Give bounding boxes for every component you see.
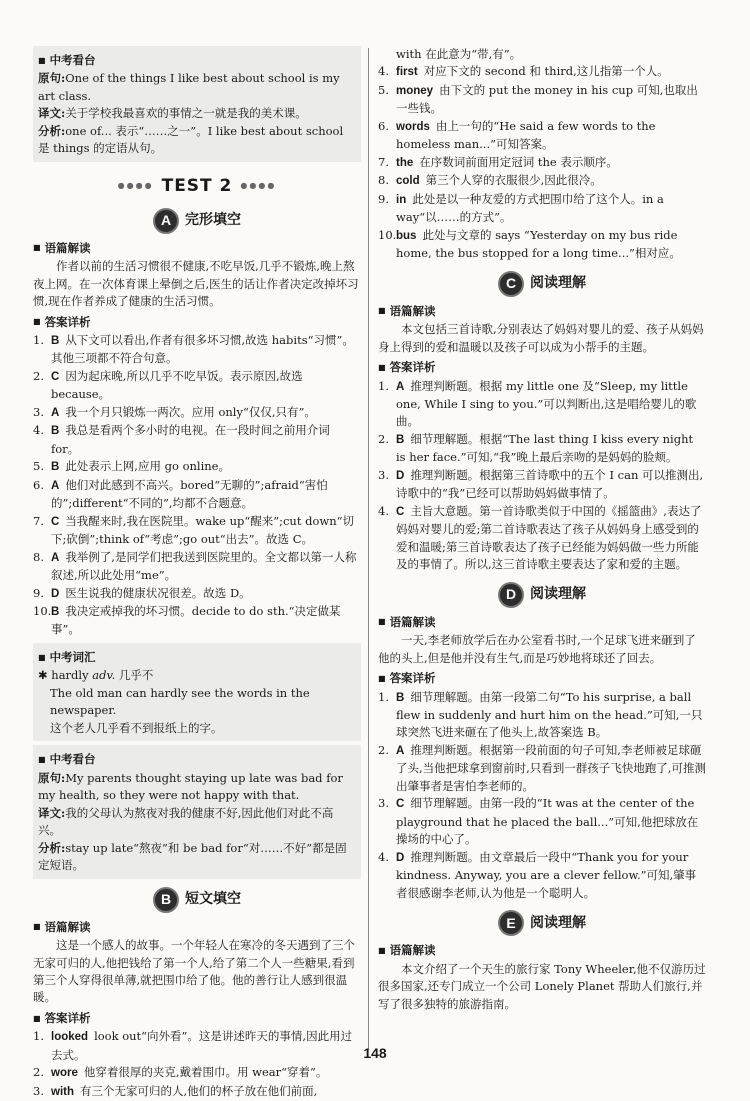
answer-explanation: 他们对此感到不高兴。bored“无聊的”;afraid“害怕的”;different“不同的”,均都不合题意。 <box>51 477 328 511</box>
item-number: 8. <box>33 549 44 564</box>
answer-explanation: 此处是以一种友爱的方式把围巾给了这个人。in a way“以……的方式”。 <box>396 191 664 225</box>
answer-key: wore <box>51 1067 78 1080</box>
answer-key: with <box>51 1085 74 1098</box>
answer-item <box>378 467 706 503</box>
answer-key: words <box>396 120 430 133</box>
test-title-text: TEST 2 <box>161 175 233 196</box>
square-bullet-icon: ■ <box>378 617 386 627</box>
tag-answers-c <box>378 359 706 376</box>
answer-key: C <box>396 798 405 811</box>
answer-key: first <box>396 66 418 79</box>
answer-key: B <box>51 606 60 619</box>
tag-yupian-e <box>378 942 706 959</box>
analysis <box>38 123 355 158</box>
right-column <box>378 46 706 1013</box>
vocab-word: hardly <box>51 668 89 683</box>
item-number: 4. <box>378 64 389 79</box>
answer-item <box>378 154 706 172</box>
item-number: 3. <box>33 1083 44 1098</box>
answer-key: B <box>51 461 60 474</box>
section-e-summary: 本文介绍了一个天生的旅行家 Tony Wheeler,他不仅游历过很多国家,还专门成立一个公司 Lonely Planet 帮助人们旅行,并写了很多独特的旅游指南。 <box>378 961 706 1011</box>
tag-yupian-b <box>33 919 361 936</box>
tag-label: 语篇解读 <box>389 614 436 629</box>
zhongkao-cihui-box <box>33 643 361 741</box>
zhongkao-kantai-box <box>33 46 361 162</box>
answer-explanation: 有三个无家可归的人,他们的杯子放在他们前面, <box>80 1083 318 1098</box>
square-bullet-icon: ■ <box>378 673 386 683</box>
square-bullet-icon: ■ <box>33 317 41 327</box>
answer-item <box>378 742 706 795</box>
answer-explanation: 推理判断题。根据第三首诗歌中的五个 I can 可以推测出,诗歌中的“我”已经可以帮助妈妈做事情了。 <box>396 467 704 501</box>
answer-item <box>378 82 706 118</box>
tag-yupian-d <box>378 614 706 631</box>
original-sentence <box>38 70 355 105</box>
answer-explanation: 由上一句的“He said a few words to the homeless man...”可知答案。 <box>396 118 656 152</box>
original-sentence <box>38 770 355 805</box>
original-label: 原句: <box>38 71 66 86</box>
answer-item <box>378 431 706 467</box>
translation-label: 译文: <box>38 106 66 121</box>
item-number: 4. <box>378 503 389 518</box>
section-c-title: 阅读理解 <box>530 274 586 291</box>
answer-key: A <box>396 380 405 393</box>
section-a-header <box>33 208 361 234</box>
test-title <box>33 174 361 200</box>
square-bullet-icon: ■ <box>33 922 41 932</box>
analysis-text: one of... 表示“……之一”。I like best about school 是 things 的定语从句。 <box>38 123 344 156</box>
tag-zhongkao-cihui <box>38 649 355 666</box>
answer-explanation: 此处与文章的 says “Yesterday on my bus ride home, the bus stopped for a long time...”相对应。 <box>396 227 681 261</box>
item-number: 7. <box>33 513 44 528</box>
section-a-summary: 作者以前的生活习惯很不健康,不吃早饭,几乎不锻炼,晚上熬夜上网。在一次体育课上晕倒之后,医生的话让作者决定改掉坏习惯,现在作者养成了健康的生活习惯。 <box>33 259 359 309</box>
answer-key: looked <box>51 1031 89 1044</box>
answer-explanation: look out“向外看”。这是讲述昨天的事情,因此用过去式。 <box>51 1029 353 1062</box>
item-number: 9. <box>378 191 389 206</box>
answer-item <box>33 603 361 639</box>
answer-item <box>378 172 706 190</box>
square-bullet-icon: ■ <box>378 945 386 955</box>
section-b-header <box>33 887 361 913</box>
answer-explanation: 当我醒来时,我在医院里。wake up“醒来”;cut down“切下;砍倒”;think of“考虑”;go out“出去”。故选 C。 <box>51 513 355 547</box>
tag-answers-b <box>33 1010 361 1027</box>
answer-key: cold <box>396 175 420 188</box>
section-c-badge: C <box>498 271 524 297</box>
section-b-badge: B <box>153 887 179 913</box>
answer-key: C <box>51 515 60 528</box>
answer-key: A <box>396 744 405 757</box>
section-b-summary: 这是一个感人的故事。一个年轻人在寒冷的冬天遇到了三个无家可归的人,他把钱给了第一个人,给了第二个人一些糖果,看到第三个人穿得很单薄,就把围巾给了他。他的善行让人感到很温暖。 <box>33 938 355 1005</box>
item-number: 5. <box>378 82 389 97</box>
answer-explanation: 我总是看两个多小时的电视。在一段时间之前用介词 for。 <box>51 423 330 456</box>
tag-zhongkao-kantai <box>38 52 355 69</box>
section-d-header <box>378 582 706 608</box>
tag-label: 语篇解读 <box>44 919 91 934</box>
item-number: 7. <box>378 154 389 169</box>
answer-explanation: 对应下文的 second 和 third,这儿指第一个人。 <box>423 64 669 79</box>
section-a-badge: A <box>153 208 179 234</box>
answer-explanation: 从下文可以看出,作者有很多坏习惯,故选 habits“习惯”。其他三项都不符合句意。 <box>51 332 354 366</box>
section-c-answers <box>378 378 706 574</box>
square-bullet-icon: ■ <box>33 1013 41 1023</box>
tag-label: 中考词汇 <box>49 649 96 664</box>
item-number: 3. <box>378 796 389 811</box>
section-a-title: 完形填空 <box>185 212 241 228</box>
answer-explanation: 我决定戒掉我的坏习惯。decide to do sth.“决定做某事”。 <box>51 604 341 637</box>
item-number: 2. <box>33 368 44 383</box>
square-bullet-icon: ■ <box>38 754 46 764</box>
answer-explanation: 细节理解题。根据“The last thing I kiss every night is her face.”可知,“我”晚上最后亲吻的是妈妈的脸颊。 <box>396 431 694 465</box>
answer-item <box>33 513 361 549</box>
section-e-header <box>378 910 706 936</box>
square-bullet-icon: ■ <box>378 362 386 372</box>
answer-key: B <box>51 334 60 347</box>
answer-explanation: 在序数词前面用定冠词 the 表示顺序。 <box>419 154 618 169</box>
item-number: 1. <box>378 689 389 704</box>
item-number: 1. <box>33 332 44 347</box>
answer-item <box>33 404 361 422</box>
column-divider <box>368 48 369 1050</box>
dots-right-icon: ●●●● <box>240 180 277 190</box>
answer-explanation: 细节理解题。由第一段第二句“To his surprise, a ball flew in suddenly and hurt him on the head.”可知,一只球突然飞进来砸在了他头上,故答案选 B。 <box>396 689 703 740</box>
answer-item <box>378 503 706 574</box>
dots-left-icon: ●●●● <box>117 180 154 190</box>
answer-item <box>33 332 361 368</box>
tag-yupian-c <box>378 303 706 320</box>
item-number: 5. <box>33 459 44 474</box>
section-c-header <box>378 271 706 297</box>
original-text: One of the things I like best about school is my art class. <box>38 71 340 103</box>
item-number: 9. <box>33 585 44 600</box>
answer-key: D <box>51 587 60 600</box>
answer-key: D <box>396 469 405 482</box>
tag-label: 语篇解读 <box>44 240 91 255</box>
answer-key: B <box>51 425 60 438</box>
section-a-answers <box>33 332 361 639</box>
item-number: 3. <box>378 467 389 482</box>
answer-key: money <box>396 84 434 97</box>
section-c-summary: 本文包括三首诗歌,分别表达了妈妈对婴儿的爱、孩子从妈妈身上得到的爱和温暖以及孩子可以成为小帮手的主题。 <box>378 322 704 354</box>
answer-key: A <box>51 479 60 492</box>
analysis-label: 分析: <box>38 123 66 138</box>
section-d-badge: D <box>498 582 524 608</box>
answer-item <box>33 422 361 458</box>
answer-item <box>33 368 361 404</box>
tag-label: 答案详析 <box>44 1010 91 1025</box>
answer-item <box>33 549 361 585</box>
analysis-label: 分析: <box>38 840 66 855</box>
tag-label: 答案详析 <box>44 314 91 329</box>
square-bullet-icon: ■ <box>378 306 386 316</box>
answer-item <box>378 118 706 154</box>
translation <box>38 105 355 122</box>
answer-explanation: 医生说我的健康状况很差。故选 D。 <box>65 585 251 600</box>
answer-key: B <box>396 691 405 704</box>
page-number: 148 <box>363 1045 387 1061</box>
vocab-pos: adv. <box>92 668 116 683</box>
answer-explanation: 我举例了,是同学们把我送到医院里的。全文都以第一人称叙述,所以此处用“me”。 <box>51 549 357 583</box>
section-d-summary: 一天,李老师放学后在办公室看书时,一个足球飞进来砸到了他的头上,但是他并没有生气,而是巧妙地将球还了回去。 <box>378 633 696 665</box>
tag-zhongkao-kantai-2 <box>38 751 355 768</box>
section-b-answers <box>33 1028 361 1101</box>
item-number: 1. <box>378 378 389 393</box>
item-number: 2. <box>33 1065 44 1080</box>
answer-key: the <box>396 156 414 169</box>
answer-item <box>378 849 706 902</box>
translation-text: 我的父母认为熬夜对我的健康不好,因此他们对此不高兴。 <box>38 805 334 838</box>
section-d-answers <box>378 689 706 903</box>
item-number: 3. <box>33 404 44 419</box>
answer-explanation: 推理判断题。根据第一段前面的句子可知,李老师被足球砸了头,当他把球拿到窗前时,只看到一群孩子飞快地跑了,可推测出肇事者是害怕李老师的。 <box>396 742 706 793</box>
answer-key: C <box>396 505 405 518</box>
tag-label: 语篇解读 <box>389 943 436 958</box>
item-number: 1. <box>33 1029 44 1044</box>
analysis-text: stay up late“熬夜”和 be bad for“对……不好”都是固定短语。 <box>38 840 347 873</box>
vocab-meaning: 几乎不 <box>118 668 154 683</box>
square-bullet-icon: ■ <box>38 55 46 65</box>
answer-key: B <box>396 433 405 446</box>
answer-explanation: 他穿着很厚的夹克,戴着围巾。用 wear“穿着”。 <box>83 1065 328 1080</box>
answer-item <box>33 1064 361 1082</box>
tag-label: 中考看台 <box>49 752 96 767</box>
answer-key: C <box>51 370 60 383</box>
original-label: 原句: <box>38 770 66 785</box>
item-number: 10. <box>378 227 397 242</box>
answer-key: bus <box>396 229 417 242</box>
answer-item <box>378 378 706 431</box>
item-number: 6. <box>33 477 44 492</box>
item-number: 6. <box>378 118 389 133</box>
square-bullet-icon: ■ <box>33 243 41 253</box>
tag-answers-d <box>378 670 706 687</box>
answer-item <box>378 795 706 848</box>
b-answer-continuation: with 在此意为“带,有”。 <box>396 47 522 61</box>
item-number: 4. <box>33 423 44 438</box>
answer-explanation: 由下文的 put the money in his cup 可知,也取出一些钱。 <box>396 82 698 116</box>
section-d-title: 阅读理解 <box>530 586 586 603</box>
answer-key: D <box>396 851 405 864</box>
vocab-entry <box>38 667 355 684</box>
answer-item <box>33 585 361 603</box>
item-number: 2. <box>378 431 389 446</box>
square-bullet-icon: ■ <box>38 652 46 662</box>
analysis <box>38 840 355 875</box>
section-e-badge: E <box>498 910 524 936</box>
answer-key: in <box>396 193 407 206</box>
answer-key: A <box>51 551 60 564</box>
translation-label: 译文: <box>38 805 66 820</box>
item-number: 8. <box>378 173 389 188</box>
section-b-title: 短文填空 <box>185 890 241 907</box>
answer-item <box>378 689 706 742</box>
section-b-answers-cont <box>378 63 706 262</box>
answer-item <box>33 477 361 513</box>
tag-label: 语篇解读 <box>389 303 436 318</box>
translation-text: 关于学校我最喜欢的事情之一就是我的美术课。 <box>65 106 307 121</box>
answer-item <box>378 191 706 227</box>
item-number: 10. <box>33 604 52 619</box>
item-number: 2. <box>378 742 389 757</box>
zhongkao-kantai-box-2 <box>33 745 361 878</box>
section-e-title: 阅读理解 <box>530 914 586 931</box>
answer-explanation: 我一个月只锻炼一两次。应用 only“仅仅,只有”。 <box>65 404 316 419</box>
answer-explanation: 主旨大意题。第一首诗歌类似于中国的《摇篮曲》,表达了妈妈对婴儿的爱;第二首诗歌表达了孩子从妈妈身上感受到的爱和温暖;第三首诗歌表达了孩子已经能为妈妈做一些力所能及的事情了。所以,这三首诗歌主要表达了家和爱的主题。 <box>396 503 702 572</box>
asterisk-icon: ✱ <box>38 668 52 683</box>
answer-explanation: 此处表示上网,应用 go online。 <box>65 459 230 474</box>
translation <box>38 805 355 840</box>
answer-explanation: 推理判断题。根据 my little one 及“Sleep, my little one, While I sing to you.”可以判断出,这是唱给婴儿的歌曲。 <box>396 378 697 429</box>
vocab-example-cn: 这个老人几乎看不到报纸上的字。 <box>50 720 223 735</box>
answer-explanation: 第三个人穿的衣服很少,因此很冷。 <box>425 173 602 188</box>
answer-item <box>378 63 706 81</box>
tag-yupian-a <box>33 240 361 257</box>
tag-answers-a <box>33 314 361 331</box>
answer-explanation: 细节理解题。由第一段的“It was at the center of the playground that he placed the ball...”可知,他把球放在操场的中心了。 <box>396 796 699 847</box>
answer-item <box>33 458 361 476</box>
original-text: My parents thought staying up late was bad for my health, so they were not happy with that. <box>38 770 343 803</box>
answer-explanation: 推理判断题。由文章最后一段中“Thank you for your kindness. Anyway, you are a clever fellow.”可知,肇事者很感谢李老师,认为他是一个聪明人。 <box>396 849 697 900</box>
item-number: 4. <box>378 849 389 864</box>
answer-explanation: 因为起床晚,所以几乎不吃早饭。表示原因,故选 because。 <box>51 368 303 402</box>
left-column <box>33 46 361 1101</box>
tag-label: 答案详析 <box>389 671 436 686</box>
tag-label: 中考看台 <box>49 53 96 67</box>
answer-item <box>33 1083 361 1101</box>
vocab-example: The old man can hardly see the words in the newspaper. <box>50 685 310 718</box>
answer-key: A <box>51 406 60 419</box>
tag-label: 答案详析 <box>389 360 436 375</box>
answer-item <box>378 227 706 263</box>
